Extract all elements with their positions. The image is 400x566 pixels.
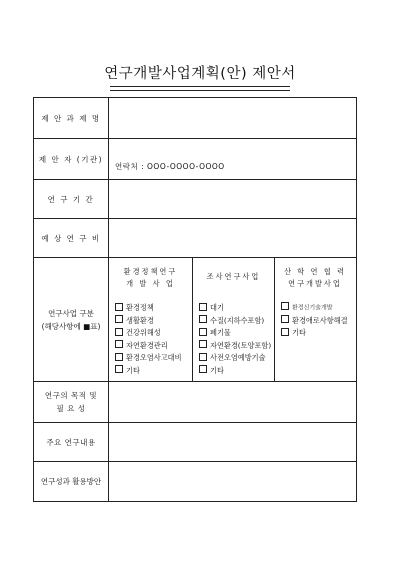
option-label: 환경정책 <box>126 303 154 312</box>
option-label: 환경오염사고대비 <box>126 353 182 363</box>
category-env-policy <box>109 258 193 381</box>
checkbox-other-1[interactable] <box>115 365 190 378</box>
field-proposer-contact[interactable]: 연락처 : OOO-OOOO-OOOO <box>109 139 357 180</box>
option-label: 환경신기술개발 <box>292 304 333 312</box>
option-label: 폐기물 <box>210 328 231 338</box>
checkbox-icon <box>115 340 123 348</box>
category-survey-header <box>193 271 274 283</box>
checkbox-icon <box>199 328 207 336</box>
checkbox-icon <box>115 315 123 323</box>
field-period[interactable] <box>109 180 357 219</box>
checkbox-icon <box>199 365 207 373</box>
checkbox-pollution-accident[interactable] <box>115 352 190 365</box>
label-content: 주요 연구내용 <box>34 423 109 462</box>
row-utilization <box>34 462 357 502</box>
category-survey-research <box>193 258 275 381</box>
field-purpose[interactable] <box>109 382 357 423</box>
checkbox-icon <box>199 340 207 348</box>
checkbox-env-policy[interactable] <box>115 302 190 315</box>
label-proposer: 제 안 자 (기관) <box>34 139 109 180</box>
row-purpose <box>34 382 357 423</box>
field-utilization[interactable] <box>109 462 357 502</box>
checkbox-icon <box>115 303 123 311</box>
label-utilization: 연구성과 활용방안 <box>34 462 109 502</box>
checkbox-waste[interactable] <box>199 327 272 340</box>
proposal-form-table <box>33 97 357 502</box>
option-label: 수질(지하수포함) <box>210 315 265 325</box>
checkbox-other-2[interactable] <box>199 365 272 378</box>
checkbox-icon <box>199 353 207 361</box>
category-env-policy-header <box>109 266 192 290</box>
row-proposal-title <box>34 98 357 139</box>
option-label: 기타 <box>210 365 224 375</box>
category-survey-header-line1: 조사연구사업 <box>206 272 261 281</box>
field-proposal-title[interactable] <box>109 98 357 139</box>
option-label: 기타 <box>292 328 306 338</box>
checkbox-icon <box>199 315 207 323</box>
label-period: 연 구 기 간 <box>34 180 109 219</box>
field-budget[interactable] <box>109 219 357 258</box>
option-label: 기타 <box>126 365 140 375</box>
title-underline-thin <box>110 90 290 91</box>
checkbox-icon <box>115 353 123 361</box>
title-underline <box>110 86 290 87</box>
label-purpose-line2: 필 요 성 <box>56 404 86 413</box>
checkbox-other-3[interactable] <box>281 327 353 340</box>
option-label: 환경애로사항해결 <box>292 315 348 325</box>
row-budget <box>34 219 357 258</box>
checkbox-prevention-tech[interactable] <box>199 352 272 365</box>
checkbox-water[interactable] <box>199 315 272 328</box>
label-category <box>34 258 109 382</box>
checkbox-air[interactable] <box>199 302 272 315</box>
checkbox-nature-soil[interactable] <box>199 340 272 353</box>
row-period <box>34 180 357 219</box>
label-purpose-line1: 연구의 목적 및 <box>44 391 98 400</box>
row-proposer <box>34 139 357 180</box>
checkbox-icon <box>115 328 123 336</box>
label-budget: 예 상 연 구 비 <box>34 219 109 258</box>
field-content[interactable] <box>109 423 357 462</box>
option-label: 생활환경 <box>126 315 154 325</box>
category-grid <box>109 258 357 382</box>
checkbox-living-env[interactable] <box>115 315 190 328</box>
option-label: 건강위해성 <box>126 328 161 338</box>
option-label: 자연환경(토양포함) <box>210 340 272 350</box>
checkbox-new-tech[interactable] <box>281 302 353 315</box>
category-env-policy-header-line1: 환경정책연구 <box>123 267 178 276</box>
label-proposal-title: 제 안 과 제 명 <box>34 98 109 139</box>
label-purpose <box>34 382 109 423</box>
option-label: 사전오염예방기술 <box>210 353 266 363</box>
checkbox-nature-mgmt[interactable] <box>115 340 190 353</box>
checkbox-icon <box>115 365 123 373</box>
category-env-policy-header-line2: 개 발 사 업 <box>126 279 175 288</box>
row-content <box>34 423 357 462</box>
document-title: 연구개발사업계획(안) 제안서 <box>104 66 296 82</box>
option-label: 자연환경관리 <box>126 340 168 350</box>
label-category-line2: (해당사항에 ■표) <box>41 321 101 331</box>
row-category <box>34 258 357 382</box>
checkbox-icon <box>281 315 289 323</box>
checkbox-icon <box>281 328 289 336</box>
checkbox-icon <box>199 303 207 311</box>
label-category-line1: 연구사업 구분 <box>48 308 94 318</box>
checkbox-health-risk[interactable] <box>115 327 190 340</box>
checkbox-icon <box>281 302 289 310</box>
option-label: 대기 <box>210 303 224 312</box>
category-industry-academia <box>275 258 355 381</box>
category-industry-header-line2: 연구개발사업 <box>288 279 342 288</box>
category-industry-header <box>275 266 355 290</box>
category-industry-header-line1: 산 학 연 협 력 <box>284 267 346 276</box>
checkbox-difficulty-solving[interactable] <box>281 315 353 328</box>
